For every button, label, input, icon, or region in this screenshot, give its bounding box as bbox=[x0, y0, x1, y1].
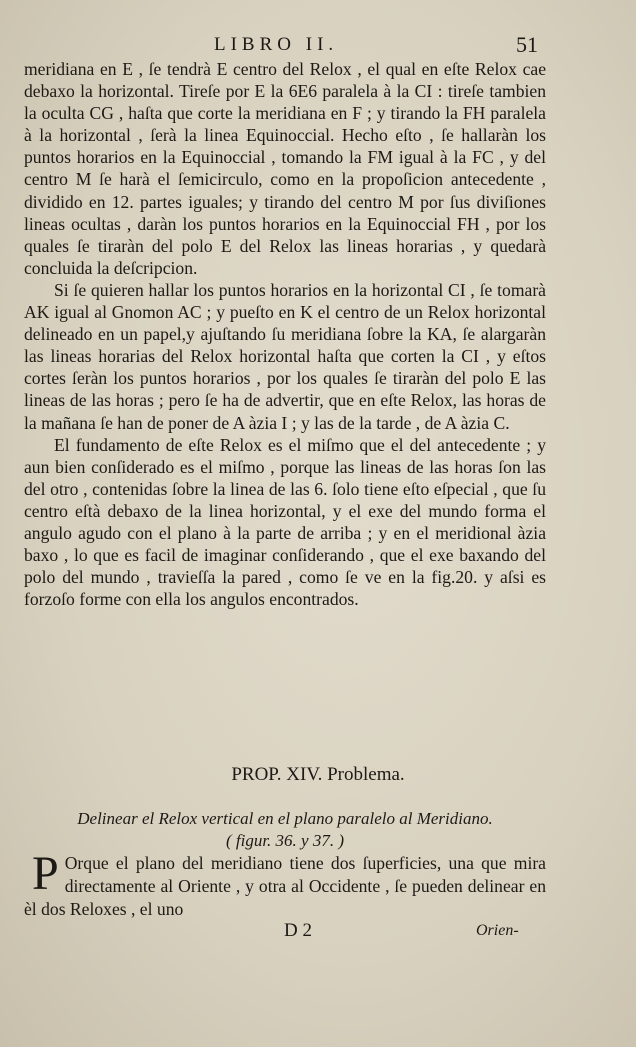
section-paragraph-text: Orque el plano del meridiano tiene dos ſuperficies, una que mira directamente al Oriente , y otra al Occidente , ſe pueden delinear en èl dos Reloxes , el uno bbox=[24, 853, 546, 919]
subtitle-line-1: Delinear el Relox vertical en el plano paralelo al Meridiano. bbox=[77, 809, 493, 828]
page-header bbox=[0, 30, 636, 60]
page-footer bbox=[0, 920, 636, 944]
running-title: LIBRO II. bbox=[214, 34, 339, 55]
section-paragraph bbox=[24, 847, 546, 921]
paragraph-2: Si ſe quieren hallar los puntos horarios en la horizontal CI , ſe tomarà AK igual al Gnomon AC ; y pueſto en K el centro de un Relox horizontal delineado en un papel,y ajuſtando ſu meridiana ſobre la KA, ſe alargaràn las lineas horarias del Relox horizontal haſta que corten la CI , y eſtos cortes ſeràn los puntos horarios , por los quales ſe tiraràn del polo E las lineas de las horas ; pero ſe ha de advertir, que en eſte Relox, las horas de la mañana ſe han de poner de A àzia I ; y las de la tarde , de A àzia C. bbox=[24, 279, 546, 433]
catchword: Orien- bbox=[476, 922, 519, 939]
paragraph-3: El fundamento de eſte Relox es el miſmo que el del antecedente ; y aun bien conſiderado es el miſmo , porque las lineas de las horas ſon las del otro , contenidas ſobre la linea de las 6. ſolo tiene eſto eſpecial , que ſu centro eſtà debaxo de la linea horizontal, y el exe del mundo forma el angulo agudo con el plano à la parte de arriba ; y en el meridional àzia baxo , lo que es facil de imaginar conſiderando , que el exe baxando del polo del mundo , travieſſa la pared , como ſe ve en la fig.20. y aſsi es forzoſo forme con ella los angulos encontrados. bbox=[24, 434, 546, 610]
paragraph-1: meridiana en E , ſe tendrà E centro del Relox , el qual en eſte Relox cae debaxo la horizontal. Tireſe por E la 6E6 paralela à la CI : tireſe tambien la oculta CG , haſta que corte la meridiana en F ; y tirando la FH paralela à la horizontal , ſerà la linea Equinoccial. Hecho eſto , ſe hallaràn los puntos horarios en la Equinoccial , tomando la FM igual à la FC , y del centro M ſe harà el ſemicirculo, como en la propoſicion antecedente , dividido en 12. partes iguales; y tirando del centro M por ſus diviſiones lineas ocultas , daràn los puntos horarios en la Equinoccial FH , por los quales ſe tiraràn del polo E del Relox las lineas horarias , y quedarà concluida la deſcripcion. bbox=[24, 59, 546, 278]
subtitle-line-2: ( figur. 36. y 37. ) bbox=[225, 831, 345, 850]
body-text bbox=[24, 58, 546, 610]
page-number: 51 bbox=[516, 32, 538, 57]
section-subtitle bbox=[24, 808, 546, 852]
signature-mark: D 2 bbox=[284, 920, 312, 941]
section-heading: PROP. XIV. Problema. bbox=[231, 764, 405, 785]
drop-cap: P bbox=[32, 847, 59, 900]
